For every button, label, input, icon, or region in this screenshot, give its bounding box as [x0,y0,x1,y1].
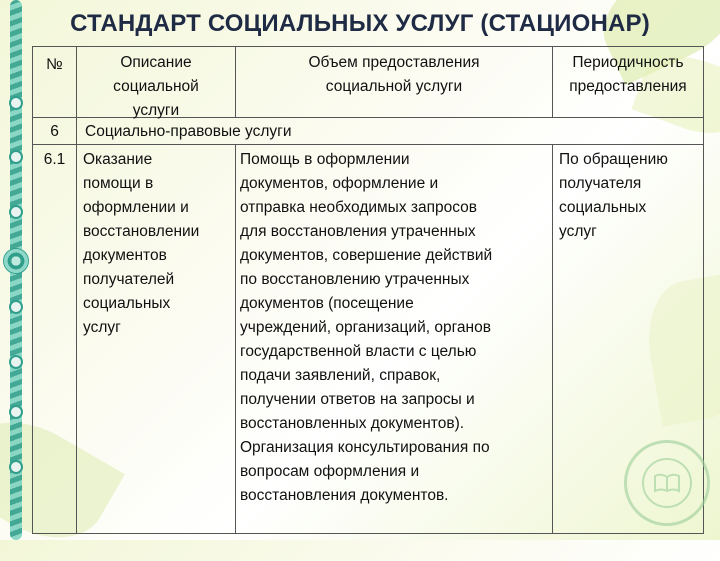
emblem-icon [624,440,710,526]
row-periodicity: По обращению получателя социальных услуг [559,151,668,240]
header-description: Описание социальной услуги [113,54,199,119]
services-table [32,46,704,534]
rope-bead-icon [9,150,23,164]
header-volume: Объем предоставления социальной услуги [308,54,480,95]
row-divider [33,144,703,145]
book-icon [642,458,692,508]
row-description: Оказание помощи в оформлении и восстановлении документов получателей социальных услуг [83,151,200,336]
header-periodicity: Периодичность предоставления [569,54,687,95]
page-title: СТАНДАРТ СОЦИАЛЬНЫХ УСЛУГ (СТАЦИОНАР) [70,10,650,37]
column-divider [552,144,553,534]
rope-bead-icon [9,355,23,369]
section-number: 6 [50,123,59,140]
row-number: 6.1 [43,151,66,168]
rope-knot-icon [3,248,29,274]
header-number: № [46,56,63,73]
rope-bead-icon [9,96,23,110]
rope-bead-icon [9,460,23,474]
row-volume: Помощь в оформлении документов, оформление и отправка необходимых запросов для восстановления утраченных документов, совершение действий по восстановлению утраченных документов (посещение учреждений, организаций, органов государственной власти с целью подачи заявлений, справок, получении ответов на запросы и восстановленных документов). Организация консультирования по вопросам оформления и восстановления документов. [240,151,493,504]
column-divider [235,144,236,534]
open-book-icon [653,473,681,493]
rope-bead-icon [9,205,23,219]
section-title: Социально-правовые услуги [85,123,292,140]
rope-bead-icon [9,405,23,419]
rope-bead-icon [9,300,23,314]
